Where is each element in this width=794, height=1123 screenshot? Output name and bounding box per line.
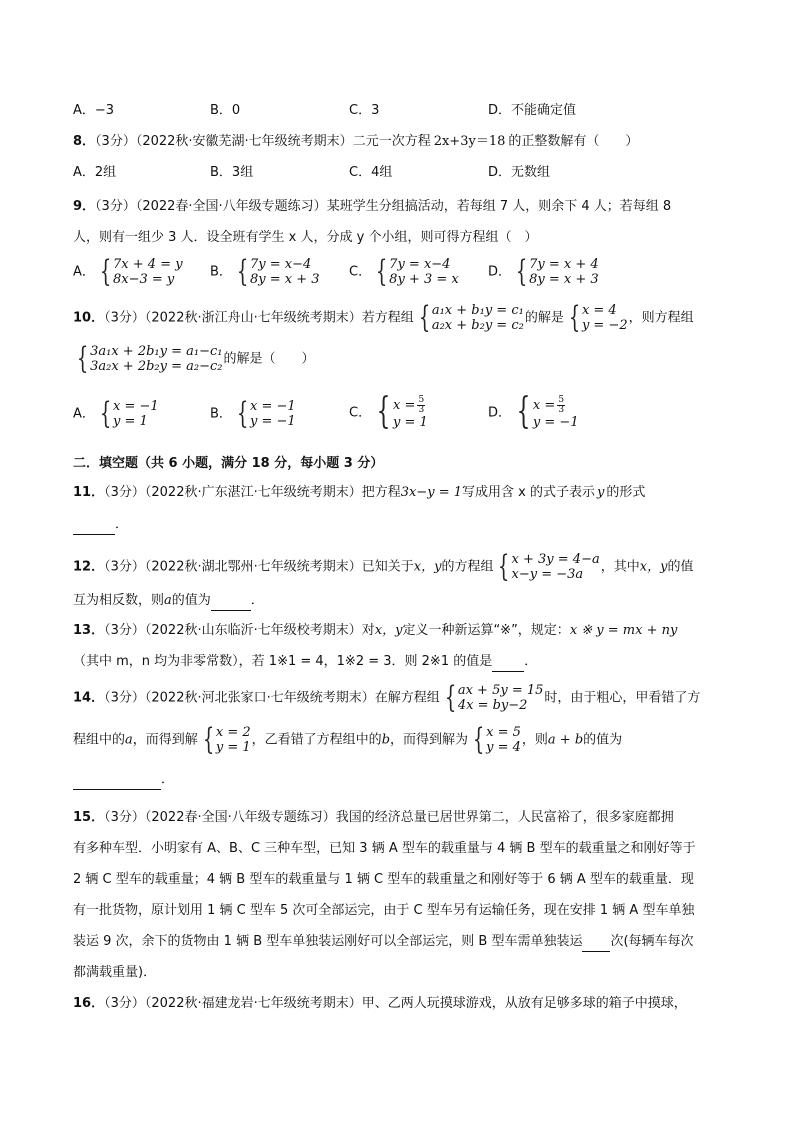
q8-text-b: 的正整数解有（ ）: [508, 134, 639, 149]
q15-score: （3分）: [104, 810, 145, 825]
question-12: 12．（3分）（2022秋·湖北鄂州·七年级统考期末）已知关于x，y的方程组 { x + 3y = 4−a x−y = −3a ，其中x，y的值: [73, 549, 694, 584]
q10-c-denominator: 3: [418, 405, 425, 415]
q10-sys1-eq2: a₂x + b₂y = c₂: [431, 318, 524, 333]
q13-answer-blank[interactable]: [492, 657, 524, 672]
q15-line5a: 装运 9 次，余下的货物由 1 辆 B 型车单独装运刚好可以全部运完，则 B 型车需单独装运: [73, 934, 583, 949]
q12-line2-a: 互为相反数，则: [73, 593, 165, 608]
q13-source: （2022秋·山东临沂·七年级校考期末）: [144, 623, 362, 638]
q14-text-a: 在解方程组: [374, 690, 440, 706]
q14-sol1-eq1: x = 2: [215, 725, 251, 740]
q15-source: （2022春·全国·八年级专题练习）: [144, 810, 336, 825]
q13-text-a: 对: [361, 623, 375, 638]
q15-line6: 都满载重量)．: [73, 965, 157, 980]
q12-eq2: x−y = −3a: [511, 567, 584, 582]
q12-text-b: 的方程组: [441, 559, 494, 575]
q12-vars2: x，y: [639, 559, 668, 575]
q9-c-eq2: 8y + 3 = x: [389, 272, 459, 287]
q11-text-b: 写成用含 x 的式子表示: [462, 485, 595, 500]
q10-option-c: C． { x = $\frac{5}{3}$ y = 1: [349, 391, 428, 432]
q11-source: （2022秋·广东湛江·七年级统考期末）: [144, 485, 362, 500]
q14-eq2: 4x = by−2: [457, 698, 528, 713]
q10-source: （2022秋·浙江舟山·七年级统考期末）: [144, 310, 362, 326]
q12-text-d: 的值: [667, 559, 694, 575]
q14-line2-e: ，则: [521, 732, 548, 748]
q14-line2-a: 程组中的: [73, 732, 126, 748]
q10-d-eq1: x =: [532, 398, 556, 413]
q10-option-b-label: B．: [210, 406, 232, 422]
q14-line2-f: 的值为: [583, 732, 623, 748]
q7-option-a: A．−3: [73, 103, 115, 118]
q10-c-numerator: 5: [418, 395, 425, 405]
q15-number: 15．: [73, 810, 105, 825]
q8-equation: 2x+3y＝18: [433, 134, 506, 149]
q16-source: （2022秋·福建龙岩·七年级统考期末）: [144, 996, 362, 1011]
q14-var-b: b: [381, 732, 391, 748]
q13-rule: x ※ y = mx + ny: [569, 623, 678, 638]
q10-text-b: 的解是: [524, 310, 564, 326]
q13-text-b: 定义一种新运算“※”，规定：: [402, 623, 570, 638]
q15-line2: 有多种车型．小明家有 A、B、C 三种车型，已知 3 辆 A 型车的载重量与 4 辆 B 型车的载重量之和刚好等于: [73, 841, 696, 856]
q10-sol-eq2: y = −2: [581, 318, 628, 333]
q11-equation: 3x−y = 1: [400, 485, 463, 500]
q13-end: ．: [524, 654, 538, 669]
q14-end: ．: [161, 772, 175, 787]
q14-line2-b: ，而得到解: [132, 732, 198, 748]
q9-source: （2022春·全国·八年级专题练习）: [135, 199, 327, 214]
q14-sol2-eq2: y = 4: [486, 740, 521, 755]
q9-option-d-label: D．: [488, 264, 512, 280]
q9-number: 9．: [73, 199, 96, 214]
q12-score: （3分）: [104, 559, 145, 575]
q10-sys1-eq1: a₁x + b₁y = c₁: [431, 303, 524, 318]
q10-sys2-eq2: 3a₂x + 2b₂y = a₂−c₂: [90, 359, 223, 374]
q14-sol2-eq1: x = 5: [486, 725, 521, 740]
q11-number: 11．: [73, 485, 105, 500]
q10-line2: { 3a₁x + 2b₁y = a₁−c₁ 3a₂x + 2b₂y = a₂−c₂ 的解是（ ）: [76, 341, 315, 376]
q12-text-c: ，其中: [600, 559, 640, 575]
q13-line2-text: （其中 m，n 均为非零常数），若 1※1 = 4，1※2 = 3．则 2※1 的值是: [73, 654, 493, 669]
question-8: [73, 132, 638, 152]
q9-a-eq2: 8x−3 = y: [113, 272, 175, 287]
q10-text-d: 的解是（ ）: [223, 351, 315, 367]
q9-a-eq1: 7x + 4 = y: [113, 257, 183, 272]
q9-option-a-label: A．: [73, 264, 95, 280]
question-11: [73, 483, 645, 503]
q10-number: 10．: [73, 310, 105, 326]
q10-text-c: ，则方程组: [628, 310, 694, 326]
q14-line2-d: ，而得到解为: [390, 732, 469, 748]
q10-option-b: B． { x = −1 y = −1: [210, 396, 296, 431]
q10-option-c-label: C．: [349, 405, 372, 421]
question-14: 14．（3分）（2022秋·河北张家口·七年级统考期末）在解方程组 { ax + 5y = 15 4x = by−2 时，由于粗心，甲看错了方: [73, 680, 701, 715]
q9-score: （3分）: [95, 199, 136, 214]
q13-number: 13．: [73, 623, 105, 638]
q8-option-d: D．无数组: [488, 165, 551, 180]
q16-score: （3分）: [104, 996, 145, 1011]
q9-option-c: C． { 7y = x−4 8y + 3 = x: [349, 254, 459, 289]
q16-line1: 甲、乙两人玩摸球游戏，从放有足够多球的箱子中摸球，: [361, 996, 687, 1011]
q10-option-d: D． { x = $\frac{5}{3}$ y = −1: [488, 391, 579, 432]
q14-line2-c: ，乙看错了方程组中的: [251, 732, 382, 748]
q10-score: （3分）: [104, 310, 145, 326]
q11-text-c: 的形式: [606, 485, 646, 500]
q8-source: （2022秋·安徽芜湖·七年级统考期末）: [135, 134, 353, 149]
q10-c-eq1: x =: [392, 398, 416, 413]
q7-option-b: B．0: [210, 103, 241, 118]
q12-answer-blank[interactable]: [211, 596, 251, 611]
q7-option-c: C．3: [349, 103, 380, 118]
q10-d-denominator: 3: [558, 405, 565, 415]
q11-text-a: 把方程: [361, 485, 401, 500]
q13-line2: [73, 652, 537, 672]
q11-answer-line: [73, 515, 128, 535]
question-15: [73, 808, 674, 828]
q9-c-eq1: 7y = x−4: [389, 257, 451, 272]
q10-d-eq2: y = −1: [532, 415, 579, 430]
q14-number: 14．: [73, 690, 105, 706]
q9-d-eq2: 8y = x + 3: [529, 272, 599, 287]
q15-answer-blank[interactable]: [582, 937, 610, 952]
q11-end: ．: [115, 517, 129, 532]
q14-line2: 程组中的a，而得到解 { x = 2 y = 1 ，乙看错了方程组中的b，而得到解为 { x = 5 y = 4 ，则a + b的值为: [73, 722, 623, 757]
q9-option-d: D． { 7y = x + 4 8y = x + 3: [488, 254, 599, 289]
q16-number: 16．: [73, 996, 105, 1011]
q9-option-b-label: B．: [210, 264, 232, 280]
q15-line4: 有一批货物，原计划用 1 辆 C 型车 5 次可全部运完，由于 C 型车另有运输任务，现在安排 1 辆 A 型车单独: [73, 903, 695, 918]
q10-text-a: 若方程组: [361, 310, 414, 326]
q13-score: （3分）: [104, 623, 145, 638]
question-13: [73, 621, 677, 641]
q10-option-d-label: D．: [488, 405, 512, 421]
q8-option-a: A．2组: [73, 165, 117, 180]
q10-c-eq2: y = 1: [392, 415, 428, 430]
q14-sol1-eq2: y = 1: [215, 740, 251, 755]
question-9: [73, 197, 671, 217]
q13-vars: x，y: [374, 623, 403, 638]
q9-option-a: A． { 7x + 4 = y 8x−3 = y: [73, 254, 183, 289]
q12-number: 12．: [73, 559, 105, 575]
q9-option-b: B． { 7y = x−4 8y = x + 3: [210, 254, 320, 289]
q15-line5: [73, 932, 694, 952]
q12-end: ．: [250, 593, 264, 608]
q8-option-b: B．3组: [210, 165, 254, 180]
q9-line2: 人，则有一组少 3 人．设全班有学生 x 人，分成 y 个小组，则可得方程组（ ）: [73, 230, 538, 245]
section-2-heading: 二．填空题（共 6 小题，满分 18 分，每小题 3 分）: [73, 456, 384, 471]
q11-score: （3分）: [104, 485, 145, 500]
question-10: 10．（3分）（2022秋·浙江舟山·七年级统考期末）若方程组 { a₁x + b₁y = c₁ a₂x + b₂y = c₂ 的解是 { x = 4 y = −2 ，则方程组: [73, 300, 694, 335]
q14-text-b: 时，由于粗心，甲看错了方: [544, 690, 701, 706]
q12-line2-b: 的值为: [171, 593, 211, 608]
q8-option-c: C．4组: [349, 165, 393, 180]
q10-d-numerator: 5: [558, 395, 565, 405]
q14-answer-line: [73, 770, 174, 790]
q11-answer-blank[interactable]: [73, 520, 115, 535]
q8-score: （3分）: [95, 134, 136, 149]
q14-source: （2022秋·河北张家口·七年级统考期末）: [144, 690, 375, 706]
q12-source: （2022秋·湖北鄂州·七年级统考期末）: [144, 559, 362, 575]
q15-line5b: 次(每辆车每次: [610, 934, 694, 949]
q14-eq1: ax + 5y = 15: [457, 683, 544, 698]
q11-var: y: [597, 485, 605, 500]
q10-b-eq1: x = −1: [250, 399, 296, 414]
q12-var-a: a: [164, 593, 172, 608]
q8-number: 8．: [73, 134, 96, 149]
q12-text-a: 已知关于: [361, 559, 414, 575]
q14-expr: a + b: [547, 732, 584, 748]
q12-line2: [73, 591, 264, 611]
q14-score: （3分）: [104, 690, 145, 706]
q12-vars: x，y: [413, 559, 442, 575]
q8-text-a: 二元一次方程: [352, 134, 431, 149]
q9-b-eq1: 7y = x−4: [250, 257, 312, 272]
q10-b-eq2: y = −1: [250, 414, 296, 429]
q10-a-eq1: x = −1: [113, 399, 159, 414]
q10-option-a: A． { x = −1 y = 1: [73, 396, 159, 431]
q12-eq1: x + 3y = 4−a: [511, 552, 600, 567]
q10-sys2-eq1: 3a₁x + 2b₁y = a₁−c₁: [90, 344, 223, 359]
q9-option-c-label: C．: [349, 264, 372, 280]
question-16: [73, 994, 687, 1014]
q9-b-eq2: 8y = x + 3: [250, 272, 320, 287]
q9-line1: 某班学生分组搞活动，若每组 7 人，则余下 4 人；若每组 8: [326, 199, 672, 214]
q14-var-a: a: [125, 732, 133, 748]
q15-line3: 2 辆 C 型车的载重量；4 辆 B 型车的载重量与 1 辆 C 型车的载重量之和刚好等于 6 辆 A 型车的载重量．现: [73, 872, 694, 887]
q10-option-a-label: A．: [73, 406, 95, 422]
q7-option-d: D．不能确定值: [488, 103, 577, 118]
q15-line1: 我国的经济总量已居世界第二，人民富裕了，很多家庭都拥: [335, 810, 674, 825]
q10-a-eq2: y = 1: [113, 414, 148, 429]
q14-answer-blank[interactable]: [73, 775, 161, 790]
q9-d-eq1: 7y = x + 4: [529, 257, 599, 272]
q10-sol-eq1: x = 4: [581, 303, 617, 318]
